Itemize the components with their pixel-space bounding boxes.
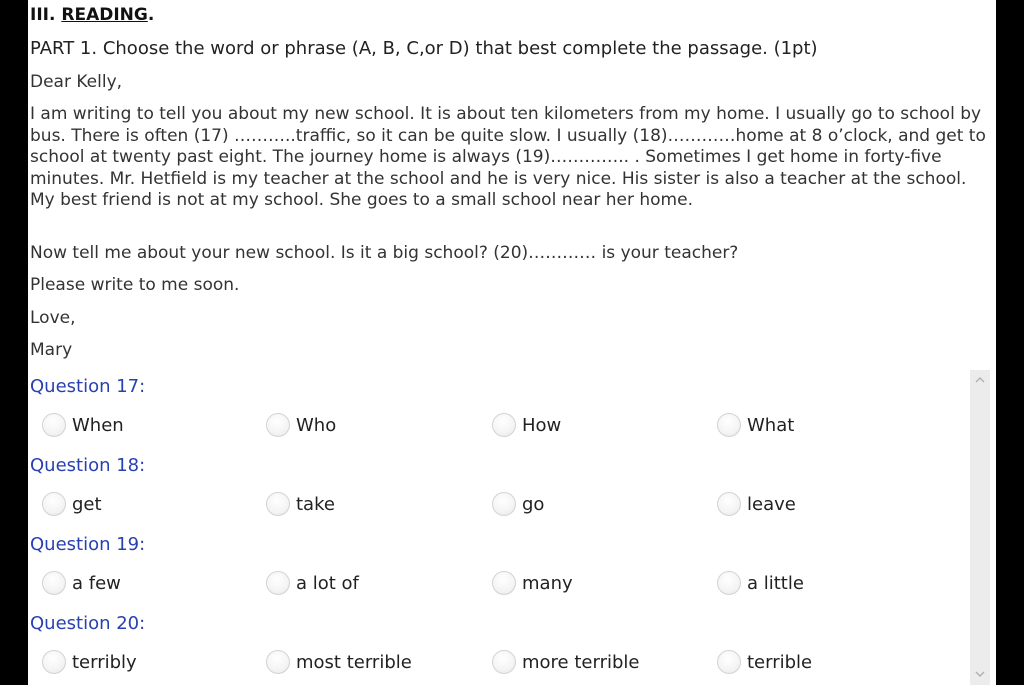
q19-option-b[interactable]	[266, 571, 359, 595]
letter-signature: Mary	[30, 340, 73, 360]
option-label: a little	[747, 572, 804, 594]
option-label: terribly	[72, 651, 137, 673]
radio-button[interactable]	[717, 571, 741, 595]
radio-button[interactable]	[717, 492, 741, 516]
radio-button[interactable]	[266, 492, 290, 516]
letter-question-line: Now tell me about your new school. Is it a big school? (20)………… is your teacher?	[30, 243, 739, 263]
q17-option-a[interactable]	[42, 413, 124, 437]
option-label: What	[747, 414, 795, 436]
q20-option-b[interactable]	[266, 650, 412, 674]
q19-option-d[interactable]	[717, 571, 804, 595]
option-label: leave	[747, 493, 796, 515]
radio-button[interactable]	[42, 571, 66, 595]
q18-option-b[interactable]	[266, 492, 335, 516]
question-20-label: Question 20:	[30, 613, 146, 634]
radio-button[interactable]	[266, 571, 290, 595]
section-heading: III. READING.	[30, 5, 155, 25]
chevron-up-icon[interactable]	[970, 372, 990, 388]
radio-button[interactable]	[42, 650, 66, 674]
radio-button[interactable]	[492, 650, 516, 674]
option-label: many	[522, 572, 573, 594]
q20-option-a[interactable]	[42, 650, 137, 674]
quiz-page	[28, 0, 996, 685]
option-label: Who	[296, 414, 337, 436]
option-label: When	[72, 414, 124, 436]
q19-option-c[interactable]	[492, 571, 573, 595]
q19-option-a[interactable]	[42, 571, 121, 595]
option-label: a lot of	[296, 572, 359, 594]
q18-option-c[interactable]	[492, 492, 544, 516]
q17-option-d[interactable]	[717, 413, 794, 437]
radio-button[interactable]	[42, 492, 66, 516]
letter-body: I am writing to tell you about my new school. It is about ten kilometers from my home. I usually go to school by bus. There is often (17) ………..traffic, so it can be quite slow. I usually (18)…………home at 8 o’clock, and get to school at twenty past eight. The journey home is always (19)………….. . Sometimes I get home in forty-five minutes. Mr. Hetfield is my teacher at the school and he is very nice. His sister is also a teacher at the school. My best friend is not at my school. She goes to a small school near her home.	[30, 104, 986, 210]
question-17-label: Question 17:	[30, 376, 146, 397]
option-label: get	[72, 493, 102, 515]
option-label: terrible	[747, 651, 813, 673]
question-18-label: Question 18:	[30, 455, 146, 476]
option-label: more terrible	[522, 651, 640, 673]
chevron-down-icon[interactable]	[970, 667, 990, 683]
part-instructions: PART 1. Choose the word or phrase (A, B, C,or D) that best complete the passage. (1pt)	[30, 38, 818, 59]
q17-option-c[interactable]	[492, 413, 561, 437]
letter-closing: Love,	[30, 308, 76, 328]
section-numeral: III.	[30, 5, 56, 25]
q17-option-b[interactable]	[266, 413, 336, 437]
option-label: a few	[72, 572, 121, 594]
radio-button[interactable]	[492, 413, 516, 437]
radio-button[interactable]	[266, 650, 290, 674]
q18-option-d[interactable]	[717, 492, 796, 516]
radio-button[interactable]	[42, 413, 66, 437]
q20-option-d[interactable]	[717, 650, 812, 674]
radio-button[interactable]	[717, 413, 741, 437]
option-label: How	[522, 414, 562, 436]
q18-option-a[interactable]	[42, 492, 102, 516]
letter-greeting: Dear Kelly,	[30, 72, 123, 92]
section-title: READING	[61, 5, 148, 25]
option-label: take	[296, 493, 335, 515]
option-label: go	[522, 493, 545, 515]
radio-button[interactable]	[492, 571, 516, 595]
radio-button[interactable]	[717, 650, 741, 674]
radio-button[interactable]	[492, 492, 516, 516]
radio-button[interactable]	[266, 413, 290, 437]
option-label: most terrible	[296, 651, 412, 673]
letter-request: Please write to me soon.	[30, 275, 240, 295]
q20-option-c[interactable]	[492, 650, 639, 674]
question-19-label: Question 19:	[30, 534, 146, 555]
scrollbar[interactable]	[970, 370, 990, 685]
